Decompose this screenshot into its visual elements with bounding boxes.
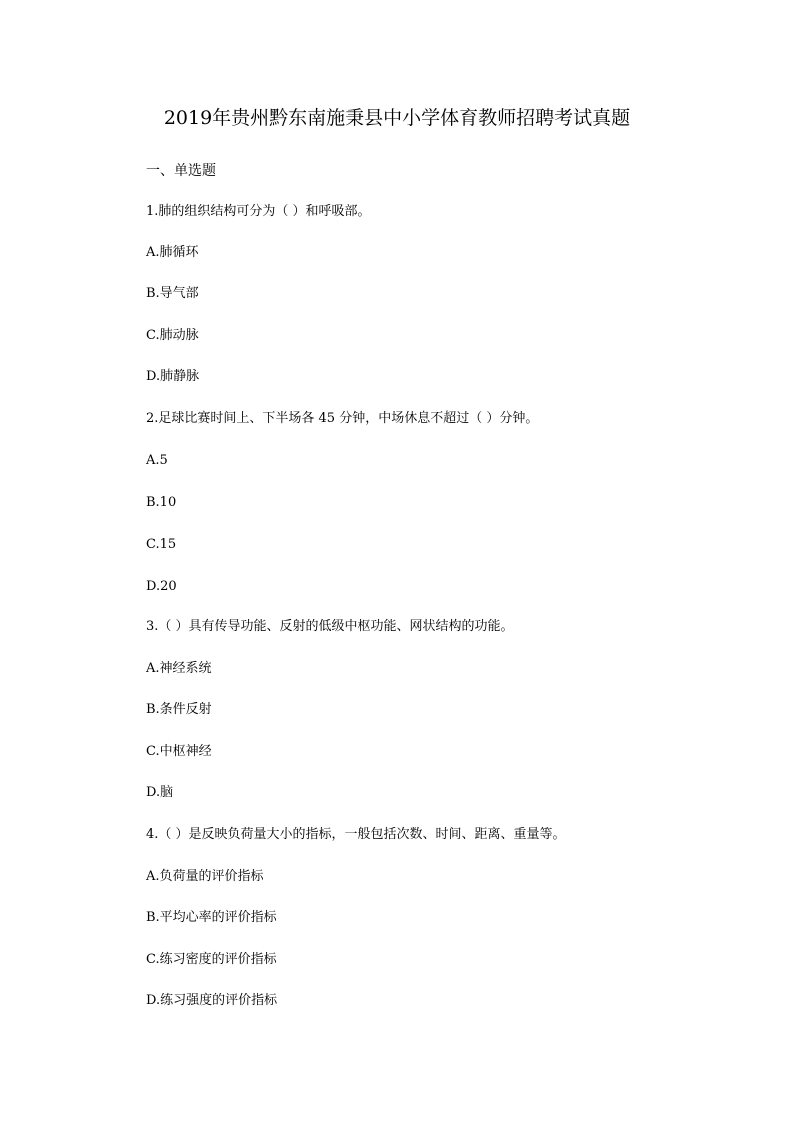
document-title: 2019年贵州黔东南施秉县中小学体育教师招聘考试真题 (163, 107, 631, 129)
question-3-option-d: D.脑 (146, 785, 174, 800)
question-2-option-a: A.5 (146, 453, 168, 468)
question-4-stem: 4.（ ）是反映负荷量大小的指标，一般包括次数、时间、距离、重量等。 (146, 827, 566, 842)
question-4-option-b: B.平均心率的评价指标 (146, 910, 277, 925)
question-2-stem: 2.足球比赛时间上、下半场各 45 分钟，中场休息不超过（ ）分钟。 (146, 411, 539, 426)
question-1-option-b: B.导气部 (146, 286, 199, 301)
question-2-option-d: D.20 (146, 579, 177, 594)
question-1-option-d: D.肺静脉 (146, 369, 200, 384)
question-2-option-b: B.10 (146, 495, 177, 510)
question-3-option-a: A.神经系统 (146, 661, 212, 676)
question-1-stem: 1.肺的组织结构可分为（ ）和呼吸部。 (146, 204, 371, 219)
question-3-stem: 3.（ ）具有传导功能、反射的低级中枢功能、网状结构的功能。 (146, 619, 514, 634)
question-1-option-c: C.肺动脉 (146, 328, 199, 343)
question-3-option-b: B.条件反射 (146, 702, 212, 717)
question-4-option-a: A.负荷量的评价指标 (146, 869, 264, 884)
question-4-option-d: D.练习强度的评价指标 (146, 993, 278, 1008)
question-3-option-c: C.中枢神经 (146, 744, 212, 759)
question-4-option-c: C.练习密度的评价指标 (146, 952, 277, 967)
question-2-option-c: C.15 (146, 537, 177, 552)
question-1-option-a: A.肺循环 (146, 245, 199, 260)
section-heading: 一、单选题 (146, 163, 216, 179)
